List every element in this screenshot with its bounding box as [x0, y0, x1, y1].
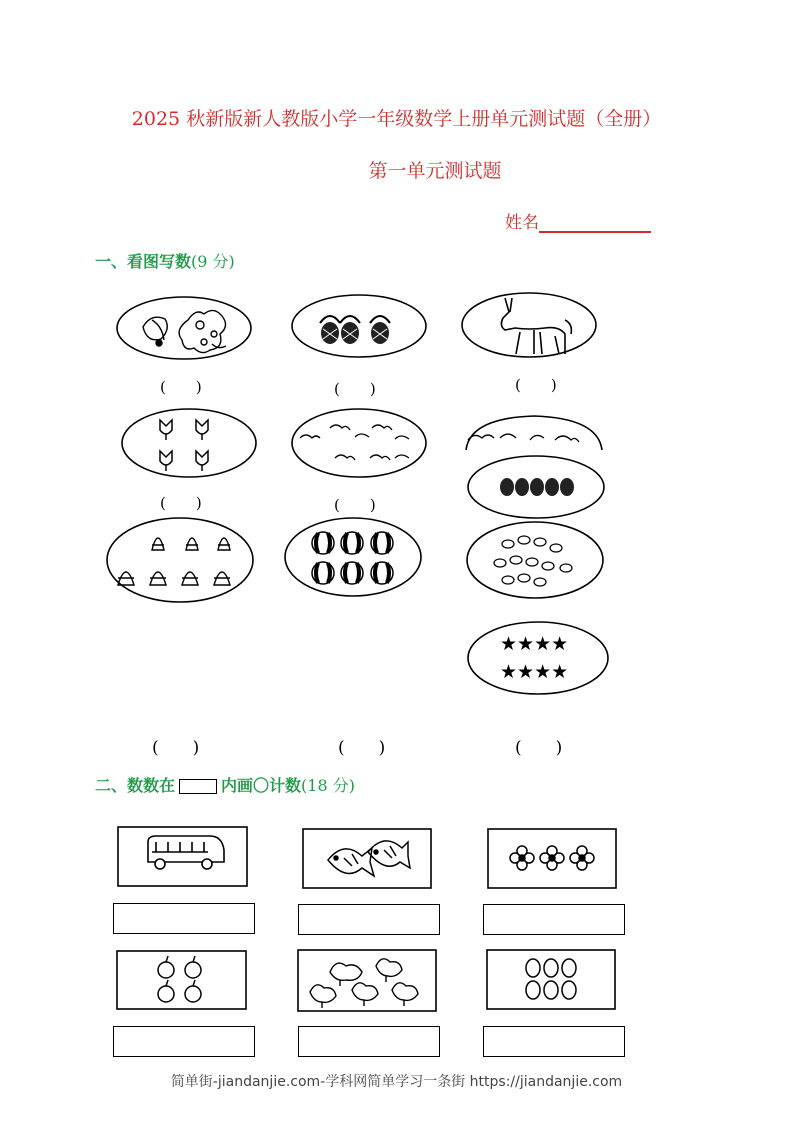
answer-box[interactable]: [113, 1026, 255, 1057]
answer-box[interactable]: [298, 1026, 440, 1057]
section-1-label: 一、看图写数: [95, 252, 192, 271]
answer-blank[interactable]: ( ): [160, 378, 202, 396]
answer-blank[interactable]: ( ): [160, 494, 202, 512]
frame-fish: [303, 829, 431, 888]
answer-box[interactable]: [483, 904, 625, 935]
answer-blank[interactable]: ( ): [338, 738, 386, 758]
answer-box[interactable]: [298, 904, 440, 935]
section-2-points: (18 分): [301, 776, 355, 795]
answer-blank[interactable]: ( ): [334, 496, 376, 514]
apple-icon: [158, 956, 201, 1002]
fish-icon: [328, 841, 410, 876]
unit-title: 第一单元测试题: [368, 160, 502, 182]
answer-box[interactable]: [483, 1026, 625, 1057]
answer-blank[interactable]: ( ): [334, 380, 376, 398]
name-label: 姓名: [505, 213, 539, 233]
page-title: 2025 秋新版新人教版小学一年级数学上册单元测试题（全册）: [131, 108, 662, 130]
section-2-label-after: 内画〇计数: [221, 776, 302, 795]
bus-icon: [148, 836, 224, 869]
answer-blank[interactable]: ( ): [515, 376, 557, 394]
flower-icon: [510, 846, 594, 870]
footer-watermark: 简单街-jiandanjie.com-学科网简单学习一条街 https://jiandanjie.com: [170, 1074, 623, 1090]
chicken-icon: [310, 959, 418, 1008]
section-2-label-before: 二、数数在: [95, 776, 176, 795]
stars-row-bottom: ★★★★: [500, 661, 569, 683]
frame-apples: [117, 951, 246, 1009]
egg-icon: [526, 959, 576, 999]
stars-row-top: ★★★★: [500, 633, 569, 655]
answer-blank[interactable]: ( ): [515, 738, 563, 758]
answer-blank[interactable]: ( ): [152, 738, 200, 758]
section-1-points: (9 分): [191, 252, 235, 271]
answer-box[interactable]: [113, 903, 255, 934]
